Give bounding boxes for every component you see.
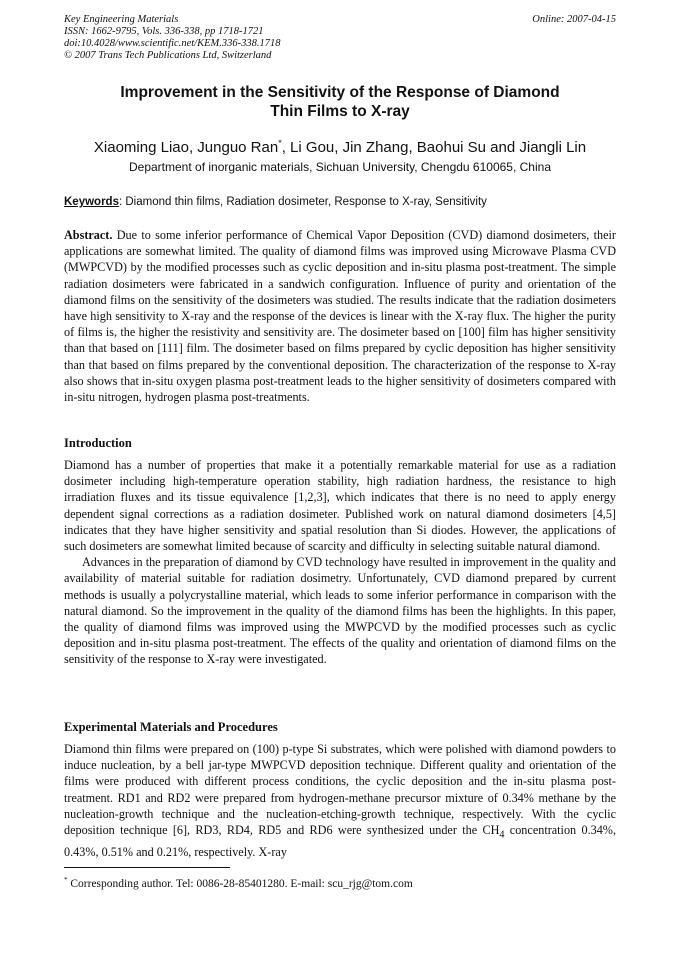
- keywords-label: Keywords: [64, 196, 119, 208]
- keywords-colon: :: [118, 196, 123, 208]
- introduction-paragraph-1: Diamond has a number of properties that make it a potentially remarkable material for use as a radiation dosimeter including high-temperature operation stability, high radiation hardness, the resistance to high irradiation fluxes and its tissue equivalence [1,2,3], which indicates that there is no need to apply energy dependent signal corrections as a radiation dosimeter. Published work on natural diamond dosimeters [4,5] indicates that they have higher sensitivity and spatial resolution than Si diodes. However, the applications of such dosimeters are somewhat limited because of scarcity and difficulty in selecting suitable natural diamond.: [64, 458, 616, 554]
- abstract-text: Due to some inferior performance of Chemical Vapor Deposition (CVD) diamond dosimeters, their applications are somewhat limited. The quality of diamond films was improved using Microwave Plasma CVD (MWPCVD) by the modified processes such as cyclic deposition and in-situ plasma post-treatment. The simple radiation dosimeters were fabricated in a sandwich configuration. Influence of purity and orientation of the diamond films on the sensitivity of the dosimeters was studied. The results indicate that the radiation dosimeters have high sensitivity to X-ray and the response of the devices is linear with the X-ray flux. The higher the purity of films is, the higher the resistivity and sensitivity are. The dosimeter based on [100] film has higher sensitivity than that based on [111] film. The dosimeter based on films prepared by cyclic deposition has higher sensitivity than that based on films prepared by the conventional deposition. The characterization of the response to X-ray also shows that in-situ oxygen plasma post-treatment leads to the higher sensitivity of dosimeters compared with in-situ nitrogen, hydrogen plasma post-treatments.: [64, 228, 616, 405]
- introduction-paragraph-2: Advances in the preparation of diamond by CVD technology have resulted in improvement in the quality and availability of material suitable for radiation dosimetry. Unfortunately, CVD diamond prepared by current methods is usually a polycrystalline material, which leads to some inferior performance in comparison with the natural diamond. So the improvement in the quality of the diamond films has been the highlights. In this paper, the quality of diamond films was improved using the MWPCVD by the modified processes such as cyclic deposition and in-situ plasma post-treatment. The effects of the quality and orientation of diamond films on the sensitivity of the response to X-ray were investigated.: [64, 555, 616, 667]
- footnote-rule: [64, 867, 230, 868]
- paper-title: [64, 83, 616, 121]
- footnote: [64, 873, 616, 891]
- introduction-heading: Introduction: [64, 436, 132, 450]
- experimental-paragraph: [64, 741, 616, 860]
- experimental-body: [64, 741, 616, 860]
- footnote-text: Corresponding author. Tel: 0086-28-85401280. E-mail: scu_rjg@tom.com: [67, 877, 413, 890]
- keywords-text: Diamond thin films, Radiation dosimeter, Response to X-ray, Sensitivity: [122, 196, 487, 208]
- affiliation: Department of inorganic materials, Sichuan University, Chengdu 610065, China: [128, 160, 551, 174]
- authors-first: Xiaoming Liao, Junguo Ran: [93, 139, 279, 156]
- abstract-label: Abstract.: [64, 228, 113, 242]
- journal-header: [64, 14, 616, 62]
- title-line-1: Improvement in the Sensitivity of the Response of Diamond: [120, 84, 560, 101]
- footnote-marker: *: [64, 876, 68, 884]
- experimental-text-a: Diamond thin films were prepared on (100) p-type Si substrates, which were polished with diamond powders to induce nucleation, by a bell jar-type MWPCVD deposition technique. Different quality and orientation of the films were produced with different process conditions, the cyclic deposition and the in-situ plasma post-treatment. RD1 and RD2 were prepared from hydrogen-methane precursor mixture of 0.34% methane by the nucleation-growth technique and the nucleation-etching-growth technique, respectively. With the cyclic deposition technique [6], RD3, RD4, RD5 and RD6 were synthesized under the CH: [64, 742, 616, 838]
- corresponding-marker: *: [278, 138, 282, 148]
- issn-line: ISSN: 1662-9795, Vols. 336-338, pp 1718-1721: [64, 26, 264, 37]
- title-line-2: Thin Films to X-ray: [270, 103, 410, 120]
- journal-name: Key Engineering Materials: [64, 14, 179, 25]
- experimental-text-b: concentration 0.34%, 0.43%, 0.51% and 0.21%, respectively. X-ray: [64, 823, 616, 859]
- abstract: [64, 227, 616, 405]
- authors-rest: , Li Gou, Jin Zhang, Baohui Su and Jiangli Lin: [281, 139, 587, 156]
- methane-subscript: 4: [499, 829, 505, 841]
- doi-line: doi:10.4028/www.scientific.net/KEM.336-338.1718: [64, 38, 281, 49]
- author-list: [40, 134, 640, 157]
- keywords: [64, 195, 624, 210]
- copyright-line: © 2007 Trans Tech Publications Ltd, Switzerland: [64, 50, 272, 61]
- introduction-body: [64, 457, 616, 668]
- online-date: Online: 2007-04-15: [532, 14, 616, 25]
- experimental-heading: Experimental Materials and Procedures: [64, 720, 278, 734]
